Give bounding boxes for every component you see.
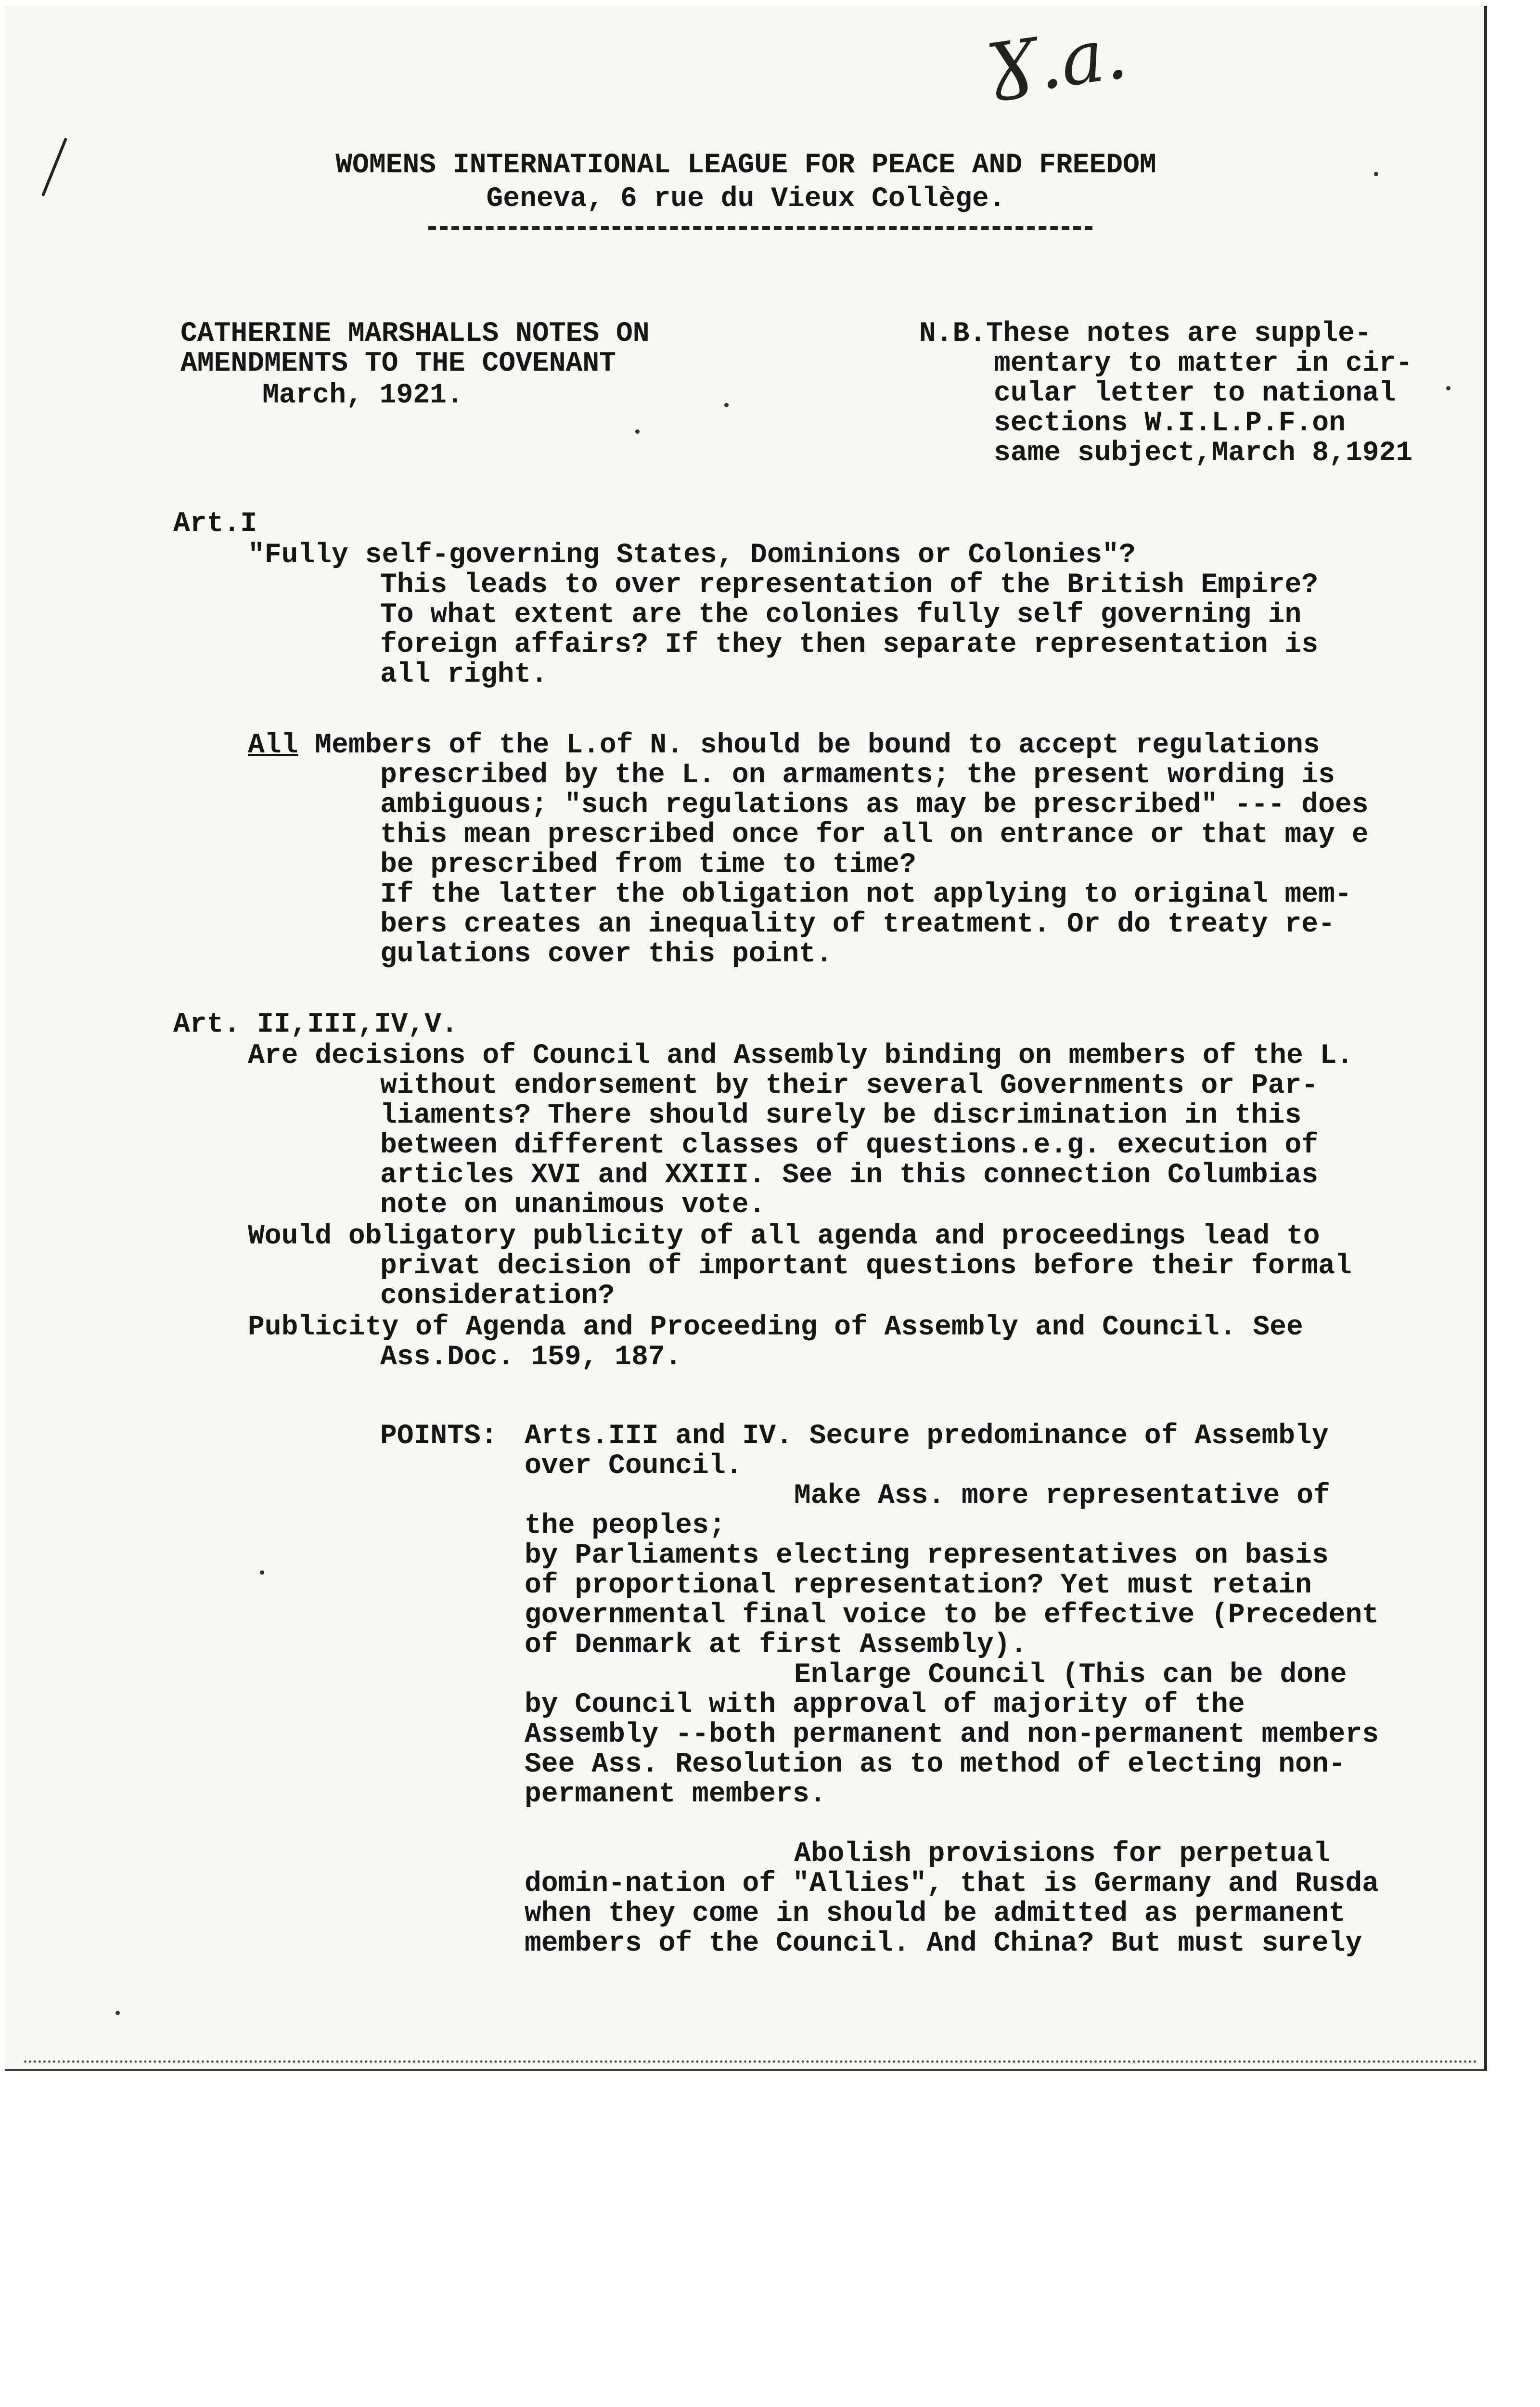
points-abolish: Abolish provisions for perpetual xyxy=(794,1838,1330,1870)
points-d-line-1: domin-nation of "Allies", that is Germany and Rusda xyxy=(525,1868,1379,1900)
art1-p2-line-8: gulations cover this point. xyxy=(380,939,833,970)
points-first-line: Arts.III and IV. Secure predominance of Assembly xyxy=(525,1421,1329,1452)
points-c-line-3: See Ass. Resolution as to method of electing non- xyxy=(525,1749,1346,1780)
art2-p1-line-2: without endorsement by their several Governments or Par- xyxy=(380,1070,1319,1101)
scan-speck xyxy=(116,2011,120,2015)
art2-heading: Art. II,III,IV,V. xyxy=(173,1009,458,1040)
points-d-line-3: members of the Council. And China? But must surely xyxy=(525,1928,1362,1959)
art2-p2-line-2: privat decision of important questions before their formal xyxy=(380,1251,1352,1282)
handwritten-annotation: Ɣ.a. xyxy=(981,11,1132,114)
art1-heading: Art.I xyxy=(173,508,257,540)
organization-address: Geneva, 6 rue du Vieux Collège. xyxy=(486,183,1006,215)
art1-p2-line-7: bers creates an inequality of treatment. Or do treaty re- xyxy=(380,909,1335,940)
organization-name: WOMENS INTERNATIONAL LEAGUE FOR PEACE AND FREEDOM xyxy=(335,150,1156,181)
scan-speck xyxy=(635,429,640,434)
art1-p1-line-3: To what extent are the colonies fully self governing in xyxy=(380,599,1302,631)
points-c-line-2: Assembly --both permanent and non-permanent members xyxy=(525,1719,1379,1750)
title-date: March, 1921. xyxy=(262,380,463,411)
sheet-bottom-edge xyxy=(24,2060,1477,2063)
scan-speck xyxy=(724,403,729,407)
art1-p2-line-5: be prescribed from time to time? xyxy=(380,849,916,880)
art1-p2-line-1 xyxy=(248,730,1320,761)
art1-p2-emphasis: All xyxy=(248,730,298,761)
art2-p1-line-5: articles XVI and XXIII. See in this connection Columbias xyxy=(380,1160,1319,1191)
points-c-line-1: by Council with approval of majority of the xyxy=(525,1689,1245,1721)
art1-p2-line-2: prescribed by the L. on armaments; the present wording is xyxy=(380,760,1335,791)
art1-p1-line-1: "Fully self-governing States, Dominions or Colonies"? xyxy=(248,540,1136,571)
note-line-5: same subject,March 8,1921 xyxy=(994,438,1413,469)
note-line-4: sections W.I.L.P.F.on xyxy=(994,408,1346,439)
note-line-3: cular letter to national xyxy=(994,378,1396,409)
art1-p2-line-4: this mean prescribed once for all on entrance or that may e xyxy=(380,819,1369,851)
art2-p1-line-1: Are decisions of Council and Assembly binding on members of the L. xyxy=(248,1040,1354,1072)
header-divider xyxy=(428,226,1092,230)
points-c-line-4: permanent members. xyxy=(525,1779,826,1810)
note-line-2: mentary to matter in cir- xyxy=(994,348,1413,379)
points-b-line-4: governmental final voice to be effective (Precedent xyxy=(525,1600,1379,1631)
art2-p3-line-1: Publicity of Agenda and Proceeding of Assembly and Council. See xyxy=(248,1312,1303,1343)
points-b-line-3: of proportional representation? Yet must retain xyxy=(525,1570,1312,1601)
points-d-line-2: when they come in should be admitted as permanent xyxy=(525,1898,1346,1929)
points-b-line-5: of Denmark at first Assembly). xyxy=(525,1630,1027,1661)
art1-p1-line-4: foreign affairs? If they then separate representation is xyxy=(380,629,1319,660)
art1-p2-line-6: If the latter the obligation not applying to original mem- xyxy=(380,879,1352,910)
art2-p1-line-6: note on unanimous vote. xyxy=(380,1190,766,1221)
points-make-ass: Make Ass. more representative of xyxy=(794,1480,1330,1512)
art2-p1-line-3: liaments? There should surely be discrimination in this xyxy=(380,1100,1302,1131)
note-line-1: N.B.These notes are supple- xyxy=(919,318,1372,349)
art2-p2-line-1: Would obligatory publicity of all agenda and proceedings lead to xyxy=(248,1221,1320,1252)
art1-p2-line-1-rest: Members of the L.of N. should be bound to accept regulations xyxy=(298,730,1320,761)
scan-speck xyxy=(260,1570,264,1575)
art2-p1-line-4: between different classes of questions.e.g. execution of xyxy=(380,1130,1319,1161)
scan-speck xyxy=(1446,386,1450,390)
art1-p2-line-3: ambiguous; "such regulations as may be prescribed" --- does xyxy=(380,789,1369,821)
points-label: POINTS: xyxy=(380,1421,498,1452)
art1-p1-line-2: This leads to over representation of the British Empire? xyxy=(380,569,1319,601)
title-line-1: CATHERINE MARSHALLS NOTES ON xyxy=(180,318,650,349)
art1-p1-line-5: all right. xyxy=(380,659,548,690)
art2-p3-line-2: Ass.Doc. 159, 187. xyxy=(380,1342,682,1373)
scan-speck xyxy=(1374,172,1378,176)
points-a-line-1: over Council. xyxy=(525,1450,743,1482)
title-line-2: AMENDMENTS TO THE COVENANT xyxy=(180,348,616,379)
document-sheet xyxy=(5,6,1487,2071)
points-b-line-1: the peoples; xyxy=(525,1510,726,1541)
points-b-line-2: by Parliaments electing representatives on basis xyxy=(525,1540,1329,1571)
art2-p2-line-3: consideration? xyxy=(380,1281,615,1312)
points-enlarge: Enlarge Council (This can be done xyxy=(794,1659,1347,1691)
